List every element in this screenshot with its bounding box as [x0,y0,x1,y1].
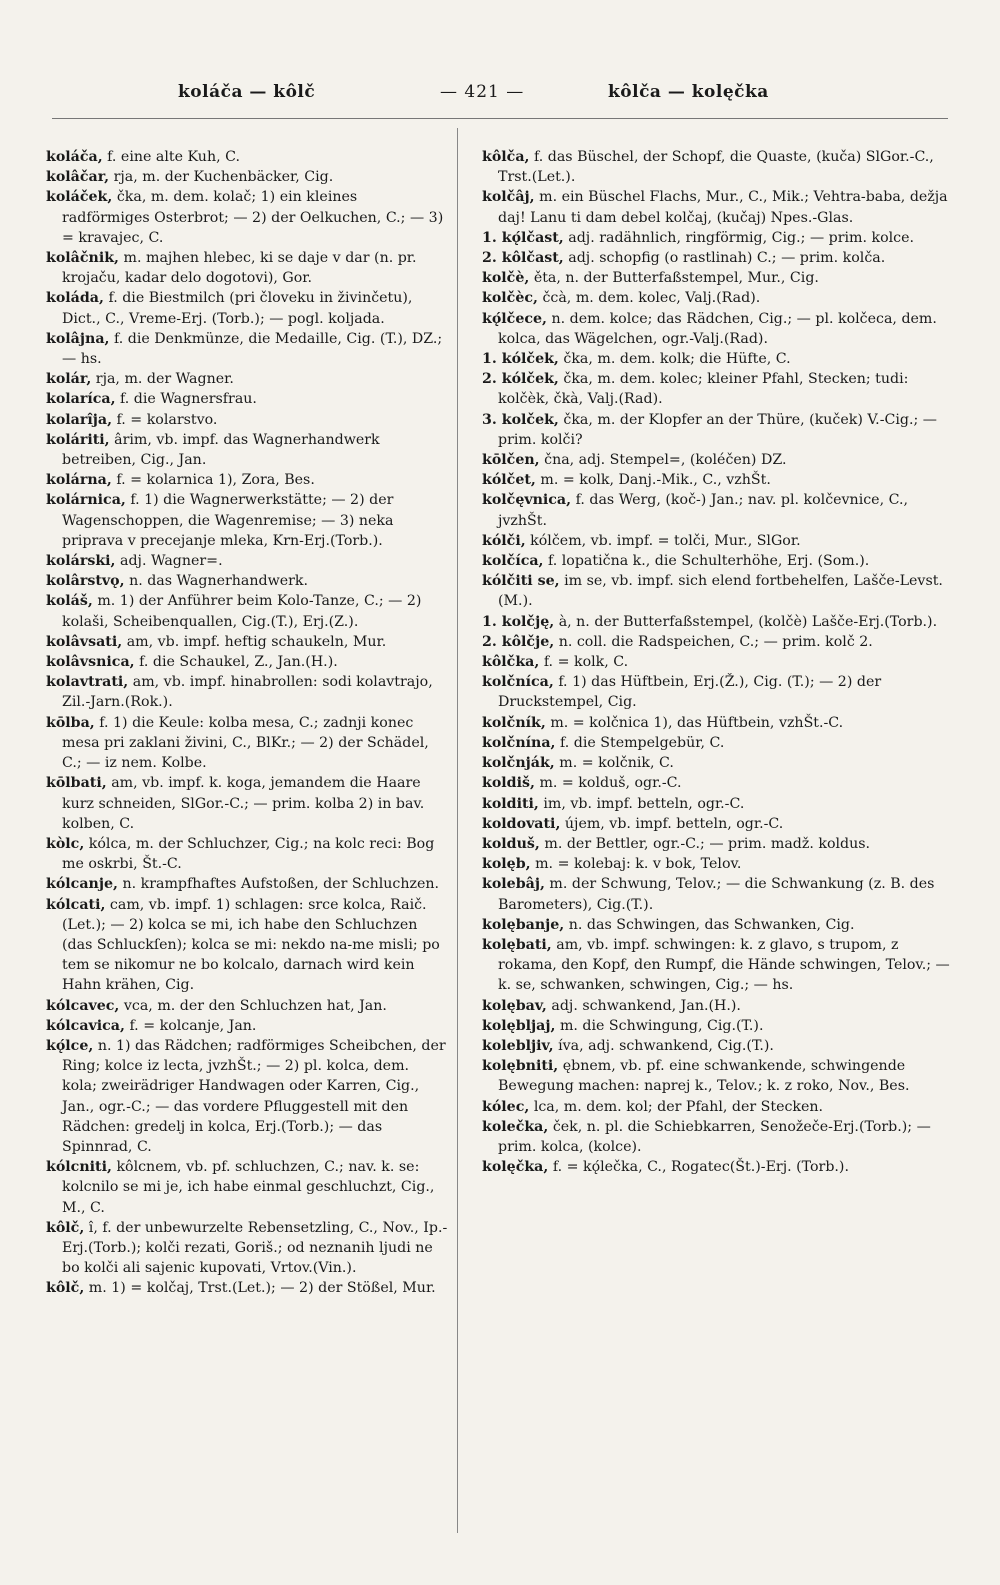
page-header [60,82,940,112]
entry-headword: kolârstvǫ, [46,573,125,590]
entry-headword: 1. kólček, [482,351,559,368]
entry-headword: kolduš, [482,835,540,852]
entry-definition: čcà, m. dem. kolec, Valj.(Rad). [542,290,761,307]
entry-headword: koláča, [46,149,103,165]
entry-definition: f. = kǫ́lečka, C., Rogatec(Št.)-Erj. (Torb.). [552,1159,849,1176]
entry-definition: î, f. der unbewurzelte Rebensetzling, C., Nov., Ip.-Erj.(Torb.); kolči rezati, Goriš.; od neznanih ljudi ne bo kolči ali sajenic kupovati, Vrtov.(Vin.). [62,1219,448,1277]
entry-headword: kolębniti, [482,1058,559,1075]
dictionary-entry [46,773,448,834]
entry-headword: 3. kolček, [482,411,559,428]
entry-headword: kǫ́lce, [46,1037,94,1054]
entry-headword: kôlč, [46,1280,85,1297]
dictionary-entry [482,652,950,672]
entry-headword: koláš, [46,593,93,610]
page-number: — 421 — [440,82,525,102]
entry-headword: kolębljaj, [482,1017,556,1034]
entry-definition: im, vb. impf. betteln, ogr.-C. [543,795,745,812]
entry-headword: kolčęvnica, [482,492,572,509]
header-rule [52,118,948,119]
dictionary-entry [482,248,950,268]
entry-definition: f. 1) die Keule: kolba mesa, C.; zadnji konec mesa pri zaklani živini, C., BlKr.; — 2) der Schädel, C.; — iz nem. Kolbe. [62,714,429,772]
entry-definition: čka, m. dem. kolec; kleiner Pfahl, Stecken; tudi: kolčèk, čkà, Valj.(Rad). [498,371,909,408]
dictionary-entry [482,1157,950,1177]
dictionary-entry [46,571,448,591]
header-right-guideword: kôlča — kolęčka [608,82,769,102]
entry-definition: m. die Schwingung, Cig.(T.). [559,1017,764,1034]
dictionary-entry [482,147,950,187]
entry-definition: cam, vb. impf. 1) schlagen: srce kolca, Raič.(Let.); — 2) kolca se mi, ich habe den Schluchzen (das Schluckſen); kolca se mi: nekdo na-me misli; po tem se nikomur ne bo kolcalo, darnach wird kein Hahn krähen, Cig. [62,896,440,994]
dictionary-entry [46,470,448,490]
entry-headword: kolčíca, [482,553,544,570]
entry-headword: kolárna, [46,472,112,489]
dictionary-entry [46,632,448,652]
entry-headword: kolebljiv, [482,1037,554,1054]
dictionary-entry [46,895,448,996]
column-divider [457,128,458,1533]
entry-headword: kōlbati, [46,775,107,792]
entry-headword: kolęčka, [482,1159,549,1176]
entry-headword: kolâjna, [46,330,110,347]
entry-headword: koldovati, [482,815,561,832]
dictionary-entry [46,1016,448,1036]
dictionary-entry [482,490,950,530]
entry-definition: ček, n. pl. die Schiebkarren, Senožeče-Erj.(Torb.); — prim. kolca, (kolce). [498,1118,931,1155]
entry-definition: vca, m. der den Schluchzen hat, Jan. [123,997,387,1014]
entry-headword: kólči, [482,532,526,549]
dictionary-entry [46,430,448,470]
entry-headword: kōlčen, [482,452,540,469]
entry-headword: kōlba, [46,714,95,731]
dictionary-entry [482,612,950,632]
right-column [482,147,950,1177]
dictionary-entry [482,470,950,490]
dictionary-entry [46,1278,448,1298]
entry-headword: kolęb, [482,856,531,873]
entry-headword: kolčèc, [482,290,538,307]
dictionary-entry [46,410,448,430]
entry-headword: kolebâj, [482,876,545,893]
entry-definition: f. die Wagnersfrau. [120,391,257,408]
dictionary-entry [482,571,950,611]
dictionary-entry [46,652,448,672]
dictionary-entry [482,874,950,914]
dictionary-entry [46,996,448,1016]
dictionary-entry [482,1016,950,1036]
dictionary-entry [482,814,950,834]
entry-headword: kolâvsnica, [46,654,135,671]
entry-headword: kolčnína, [482,734,556,751]
entry-headword: kólčiti se, [482,573,560,590]
entry-definition: ębnem, vb. pf. eine schwankende, schwingende Bewegung machen: naprej k., Telov.; k. z roko, Nov., Bes. [498,1058,910,1095]
dictionary-entry [46,591,448,631]
dictionary-entry [46,288,448,328]
entry-definition: rja, m. der Wagner. [95,371,234,388]
entry-definition: ěta, n. der Butterfaßstempel, Mur., Cig. [533,270,819,287]
entry-headword: kolárnica, [46,492,126,509]
entry-definition: n. krampfhaftes Aufstoßen, der Schluchzen. [122,876,440,893]
dictionary-entry [46,1218,448,1279]
entry-definition: im se, vb. impf. sich elend fortbehelfen, Lašče-Levst.(M.). [498,573,943,610]
entry-headword: kolčník, [482,714,546,731]
entry-definition: m. 1) der Anführer beim Kolo-Tanze, C.; — 2) kolaši, Scheibenquallen, Cig.(T.), Erj.(Z.). [62,593,422,630]
dictionary-entry [482,773,950,793]
dictionary-entry [46,874,448,894]
dictionary-entry [46,551,448,571]
entry-headword: kolębati, [482,936,552,953]
entry-headword: koláda, [46,290,104,307]
dictionary-entry [482,1056,950,1096]
dictionary-entry [46,147,448,167]
entry-definition: f. 1) die Wagnerwerkstätte; — 2) der Wagenschoppen, die Wagenremise; — 3) neka priprava v precejanje mleka, Krn-Erj.(Torb.). [62,492,394,549]
entry-headword: kòlc, [46,835,85,852]
dictionary-entry [482,915,950,935]
entry-definition: kólčem, vb. impf. = tolči, Mur., SlGor. [530,532,801,549]
entry-definition: n. coll. die Radspeichen, C.; — prim. kolč 2. [558,633,873,650]
entry-headword: koldiš, [482,775,535,792]
dictionary-entry [46,389,448,409]
dictionary-entry [482,1097,950,1117]
entry-definition: čka, m. der Klopfer an der Thüre, (kuček) V.-Cig.; — prim. kolči? [498,411,937,448]
entry-definition: adj. radähnlich, ringförmig, Cig.; — prim. kolce. [568,229,915,246]
entry-definition: m. der Bettler, ogr.-C.; — prim. madž. koldus. [544,835,871,852]
dictionary-entry [46,490,448,551]
entry-definition: f. = kolarstvo. [116,411,218,428]
entry-definition: f. das Büschel, der Schopf, die Quaste, (kuča) SlGor.-C., Trst.(Let.). [498,149,934,186]
entry-headword: kólcavica, [46,1017,125,1034]
dictionary-entry [482,268,950,288]
entry-headword: kolâčar, [46,169,110,186]
entry-headword: kolębanje, [482,916,565,933]
entry-definition: am, vb. impf. schwingen: k. z glavo, s trupom, z rokama, den Kopf, den Rumpf, die Hände schwingen, Telov.; — k. se, schwanken, schwingen, Cig.; — hs. [498,936,950,994]
entry-headword: 2. kôlčje, [482,633,555,650]
entry-definition: m. = kolebaj: k. v bok, Telov. [535,856,742,873]
dictionary-entry [46,329,448,369]
entry-definition: f. 1) das Hüftbein, Erj.(Ž.), Cig. (T.); — 2) der Druckstempel, Cig. [498,674,882,711]
entry-definition: čka, m. dem. kolač; 1) ein kleines radförmiges Osterbrot; — 2) der Oelkuchen, C.; — 3) = kravajec, C. [62,189,444,246]
dictionary-entry [482,450,950,470]
dictionary-entry [46,248,448,288]
dictionary-entry [482,349,950,369]
entry-definition: f. = kolarnica 1), Zora, Bes. [116,472,315,489]
dictionary-entry [482,1117,950,1157]
entry-definition: čna, adj. Stempel=, (koléčen) DZ. [544,452,787,469]
entry-definition: m. ein Büschel Flachs, Mur., C., Mik.; Vehtra-baba, dežja daj! Lanu ti dam debel kolčaj, (kučaj) Npes.-Glas. [498,189,948,226]
dictionary-entry [482,531,950,551]
entry-headword: kolčníca, [482,674,554,691]
entry-headword: kolár, [46,371,92,388]
dictionary-entry [482,187,950,227]
entry-definition: rja, m. der Kuchenbäcker, Cig. [113,169,334,186]
entry-definition: adj. Wagner=. [120,553,223,570]
entry-definition: m. = kolduš, ogr.-C. [539,775,682,792]
entry-headword: kolditi, [482,795,539,812]
entry-headword: kolâčnik, [46,250,119,267]
dictionary-entry [482,369,950,409]
entry-definition: f. die Denkmünze, die Medaille, Cig. (T.), DZ.; — hs. [62,330,443,368]
entry-definition: m. der Schwung, Telov.; — die Schwankung (z. B. des Barometers), Cig.(T.). [498,876,935,913]
entry-definition: čka, m. dem. kolk; die Hüfte, C. [563,351,791,368]
entry-definition: am, vb. impf. heftig schaukeln, Mur. [126,633,387,650]
dictionary-entry [482,551,950,571]
entry-headword: 2. kôlčast, [482,250,564,267]
left-column [46,147,448,1299]
entry-definition: f. die Schaukel, Z., Jan.(H.). [139,654,338,671]
entry-headword: kólcati, [46,896,106,913]
dictionary-entry [482,288,950,308]
entry-headword: kolečka, [482,1118,549,1135]
entry-definition: ârim, vb. impf. das Wagnerhandwerk betreiben, Cig., Jan. [62,431,380,469]
entry-definition: n. das Wagnerhandwerk. [129,573,308,590]
entry-definition: m. majhen hlebec, ki se daje v dar (n. pr. krojaču, kadar delo dogotovi), Gor. [62,250,417,287]
entry-definition: f. eine alte Kuh, C. [107,149,240,165]
dictionary-entry [46,369,448,389]
entry-headword: kôlčka, [482,654,540,671]
entry-headword: koláriti, [46,431,110,448]
dictionary-entry [482,713,950,733]
entry-definition: m. = kolk, Danj.-Mik., C., vzhŠt. [540,472,771,489]
entry-headword: 1. kolčję, [482,613,555,630]
entry-definition: à, n. der Butterfaßstempel, (kolčè) Lašče-Erj.(Torb.). [558,613,938,630]
dictionary-entry [482,996,950,1016]
entry-headword: kolčâj, [482,189,535,206]
dictionary-entry [46,1036,448,1157]
entry-definition: kôlcnem, vb. pf. schluchzen, C.; nav. k. se: kolcnilo se mi je, ich habe einmal geschluchzt, Cig., M., C. [62,1159,435,1216]
entry-definition: n. das Schwingen, das Schwanken, Cig. [568,916,855,933]
dictionary-entry [482,854,950,874]
entry-headword: kolčè, [482,270,530,287]
entry-headword: 1. kǫ́lčast, [482,229,564,246]
entry-definition: m. = kolčnik, C. [559,755,674,772]
entry-definition: f. die Stempelgebür, C. [560,734,725,751]
dictionary-entry [46,672,448,712]
dictionary-entry [482,228,950,248]
dictionary-entry [46,713,448,774]
entry-headword: kólcavec, [46,997,120,1014]
entry-headword: 2. kólček, [482,371,559,388]
entry-definition: újem, vb. impf. betteln, ogr.-C. [564,815,784,832]
dictionary-entry [482,753,950,773]
entry-definition: am, vb. impf. hinabrollen: sodi kolavtrajo, Zil.-Jarn.(Rok.). [62,674,433,711]
entry-headword: kólec, [482,1098,530,1115]
entry-headword: kôlč, [46,1219,85,1236]
dictionary-entry [482,632,950,652]
dictionary-entry [482,935,950,996]
dictionary-entry [46,187,448,248]
entry-headword: kólcniti, [46,1159,112,1176]
entry-headword: koláček, [46,189,113,206]
entry-definition: m. = kolčnica 1), das Hüftbein, vzhŠt.-C. [550,714,844,731]
entry-definition: f. = kolk, C. [543,654,629,671]
entry-headword: kôlča, [482,149,530,165]
entry-headword: kǫ́lčece, [482,310,547,327]
dictionary-entry [482,410,950,450]
entry-definition: f. = kolcanje, Jan. [129,1017,257,1034]
entry-definition: f. die Biestmilch (pri človeku in živinčetu), Dict., C., Vreme-Erj. (Torb.); — pogl. koljada. [62,290,413,327]
entry-headword: kolárski, [46,553,116,570]
entry-definition: adj. schwankend, Jan.(H.). [551,997,741,1014]
entry-headword: kolarîja, [46,411,113,428]
header-left-guideword: koláča — kôlč [178,82,316,102]
entry-definition: lca, m. dem. kol; der Pfahl, der Stecken. [533,1098,824,1115]
entry-headword: kólčet, [482,472,536,489]
entry-definition: adj. schopfig (o rastlinah) C.; — prim. kolča. [568,250,886,267]
entry-headword: kolaríca, [46,391,116,408]
dictionary-entry [482,309,950,349]
dictionary-entry [482,834,950,854]
entry-headword: kolâvsati, [46,633,123,650]
dictionary-entry [482,794,950,814]
dictionary-entry [46,1157,448,1218]
dictionary-entry [482,733,950,753]
entry-headword: kolębav, [482,997,547,1014]
entry-definition: am, vb. impf. k. koga, jemandem die Haare kurz schneiden, SlGor.-C.; — prim. kolba 2) in bav. kolben, C. [62,775,425,832]
entry-headword: kólcanje, [46,876,118,893]
entry-definition: f. lopatična k., die Schulterhöhe, Erj. (Som.). [548,553,870,570]
entry-headword: kolavtrati, [46,674,129,691]
dictionary-entry [46,167,448,187]
entry-definition: kólca, m. der Schluchzer, Cig.; na kolc reci: Bog me oskrbi, Št.-C. [62,835,435,873]
entry-definition: íva, adj. schwankend, Cig.(T.). [558,1037,774,1054]
entry-headword: kolčnják, [482,755,555,772]
entry-definition: f. das Werg, (koč-) Jan.; nav. pl. kolčevnice, C., jvzhŠt. [498,492,908,529]
dictionary-entry [482,672,950,712]
dictionary-entry [482,1036,950,1056]
entry-definition: m. 1) = kolčaj, Trst.(Let.); — 2) der Stößel, Mur. [88,1280,436,1297]
entry-definition: n. 1) das Rädchen; radförmiges Scheibchen, der Ring; kolce iz lecta, jvzhŠt.; — 2) pl. kolca, dem. kola; zweirädriger Handwagen oder Karren, Cig., Jan., ogr.-C.; — das vordere Pfluggestell mit den Rädchen: gredelj in kolca, Erj.(Torb.); — das Spinnrad, C. [62,1037,446,1155]
dictionary-entry [46,834,448,874]
entry-definition: n. dem. kolce; das Rädchen, Cig.; — pl. kolčeca, dem. kolca, das Wägelchen, ogr.-Valj.(Rad). [498,310,937,347]
